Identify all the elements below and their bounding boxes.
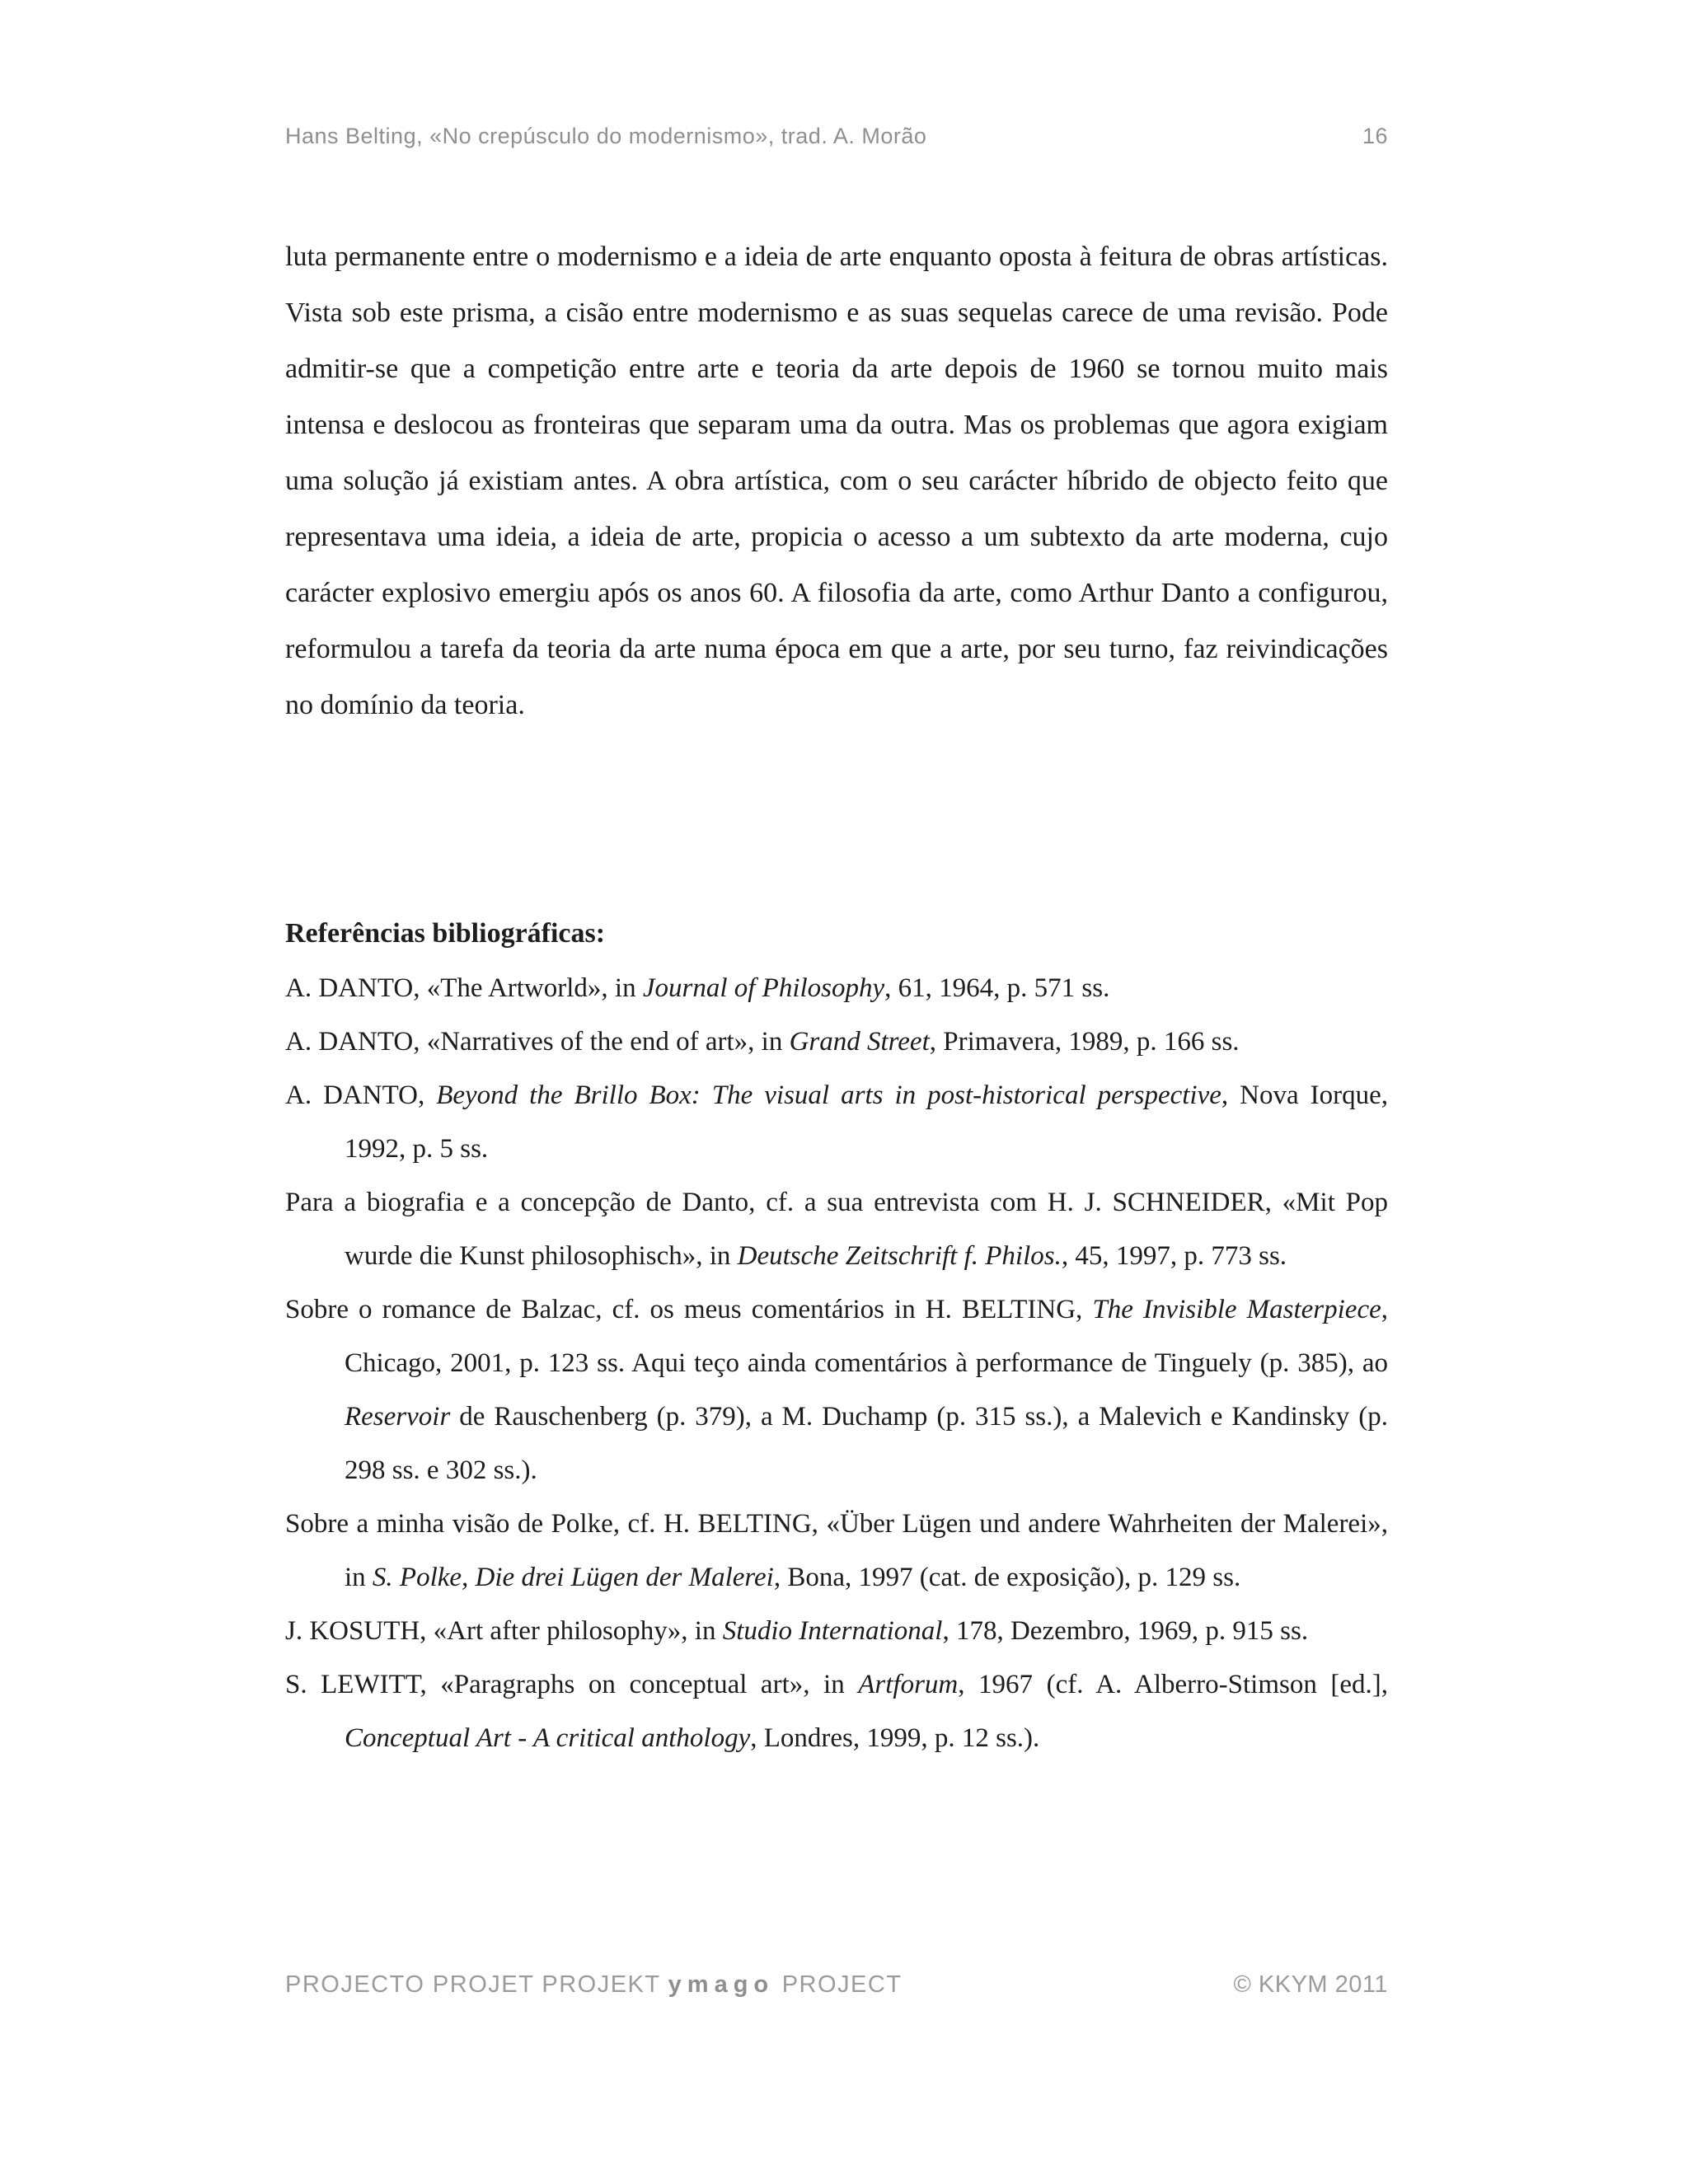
references-heading: Referências bibliográficas:: [285, 918, 606, 949]
bibliography-entry: [285, 1658, 1388, 1765]
bib-text: J. KOSUTH, «Art after philosophy», in: [285, 1616, 723, 1646]
bib-text: , 45, 1997, p. 773 ss.: [1061, 1241, 1287, 1271]
footer-project-text: [285, 1971, 903, 1999]
bib-text: de Rauschenberg (p. 379), a M. Duchamp (p. 315 ss.), a Malevich e Kandinsky (p. 298 ss. e 302 ss.).: [345, 1402, 1388, 1485]
bibliography-entry: [285, 1497, 1388, 1605]
bib-text: Sobre o romance de Balzac, cf. os meus comentários in H. BELTING,: [285, 1295, 1093, 1324]
bib-text: A. DANTO, «The Artworld», in: [285, 973, 643, 1003]
bib-text: , Primavera, 1989, p. 166 ss.: [929, 1027, 1240, 1057]
bib-text: , Bona, 1997 (cat. de exposição), p. 129 ss.: [773, 1563, 1241, 1592]
bibliography-entry: [285, 1283, 1388, 1497]
footer-brand-ymago: ymago: [668, 1971, 775, 1998]
bib-text: Para a biografia e a concepção de Danto, cf. a sua entrevista com H. J. SCHNEIDER, «Mit Pop wurde die Kunst philosophisch», in: [285, 1188, 1388, 1271]
bib-title-italic: Conceptual Art - A critical anthology: [345, 1723, 751, 1753]
bib-title-italic: Studio International: [722, 1616, 943, 1646]
bibliography-entry: [285, 962, 1388, 1015]
body-paragraph: luta permanente entre o modernismo e a ideia de arte enquanto oposta à feitura de obras artísticas. Vista sob este prisma, a cisão entre modernismo e as suas sequelas carece de uma revisão. Pode admitir-se que a competição entre arte e teoria da arte depois de 1960 se tornou muito mais intensa e deslocou as fronteiras que separam uma da outra. Mas os problemas que agora exigiam uma solução já existiam antes. A obra artística, com o seu carácter híbrido de objecto feito que representava uma ideia, a ideia de arte, propicia o acesso a um subtexto da arte moderna, cujo carácter explosivo emergiu após os anos 60. A filosofia da arte, como Arthur Danto a configurou, reformulou a tarefa da teoria da arte numa época em que a arte, por seu turno, faz reivindicações no domínio da teoria.: [285, 241, 1388, 720]
bib-title-italic: The Invisible Masterpiece: [1092, 1295, 1381, 1324]
footer-project-right: PROJECT: [774, 1971, 903, 1998]
page-header: [285, 124, 1388, 149]
bib-text: , 61, 1964, p. 571 ss.: [884, 973, 1110, 1003]
bib-text: , Londres, 1999, p. 12 ss.).: [750, 1723, 1040, 1753]
references-section: [285, 907, 1388, 1765]
bib-text: , Chicago, 2001, p. 123 ss. Aqui teço ainda comentários à performance de Tinguely (p. 385), ao: [345, 1295, 1388, 1378]
bib-title-italic: Deutsche Zeitschrift f. Philos.: [737, 1241, 1062, 1271]
bibliography-entry: [285, 1069, 1388, 1176]
bib-text: Sobre a minha visão de Polke, cf. H. BELTING, «Über Lügen und andere Wahrheiten der Malerei», in: [285, 1509, 1388, 1592]
bib-text: , 178, Dezembro, 1969, p. 915 ss.: [942, 1616, 1309, 1646]
bib-title-italic: Beyond the Brillo Box: The visual arts in post-historical perspective: [436, 1080, 1221, 1110]
references-list: [285, 962, 1388, 1765]
footer-copyright: © KKYM 2011: [1233, 1971, 1388, 1998]
bibliography-entry: [285, 1176, 1388, 1283]
page-number: 16: [1362, 124, 1388, 148]
bib-title-italic: Grand Street: [789, 1027, 930, 1057]
page-footer: [285, 1971, 1388, 1999]
footer-project-left: PROJECTO PROJET PROJEKT: [285, 1971, 668, 1998]
bib-text: , 1967 (cf. A. Alberro-Stimson [ed.],: [958, 1670, 1388, 1699]
bib-title-italic: Artforum: [858, 1670, 959, 1699]
bib-title-italic: S. Polke, Die drei Lügen der Malerei: [372, 1563, 774, 1592]
running-header-title: Hans Belting, «No crepúsculo do modernismo», trad. A. Morão: [285, 124, 927, 148]
bib-text: A. DANTO,: [285, 1080, 437, 1110]
bib-text: S. LEWITT, «Paragraphs on conceptual art», in: [285, 1670, 859, 1699]
bibliography-entry: [285, 1605, 1388, 1658]
bib-text: , Nova Iorque, 1992, p. 5 ss.: [345, 1080, 1388, 1164]
bib-title-italic: Journal of Philosophy: [642, 973, 885, 1003]
bib-text: A. DANTO, «Narratives of the end of art», in: [285, 1027, 790, 1057]
bib-title-italic: Reservoir: [345, 1402, 451, 1432]
bibliography-entry: [285, 1015, 1388, 1069]
